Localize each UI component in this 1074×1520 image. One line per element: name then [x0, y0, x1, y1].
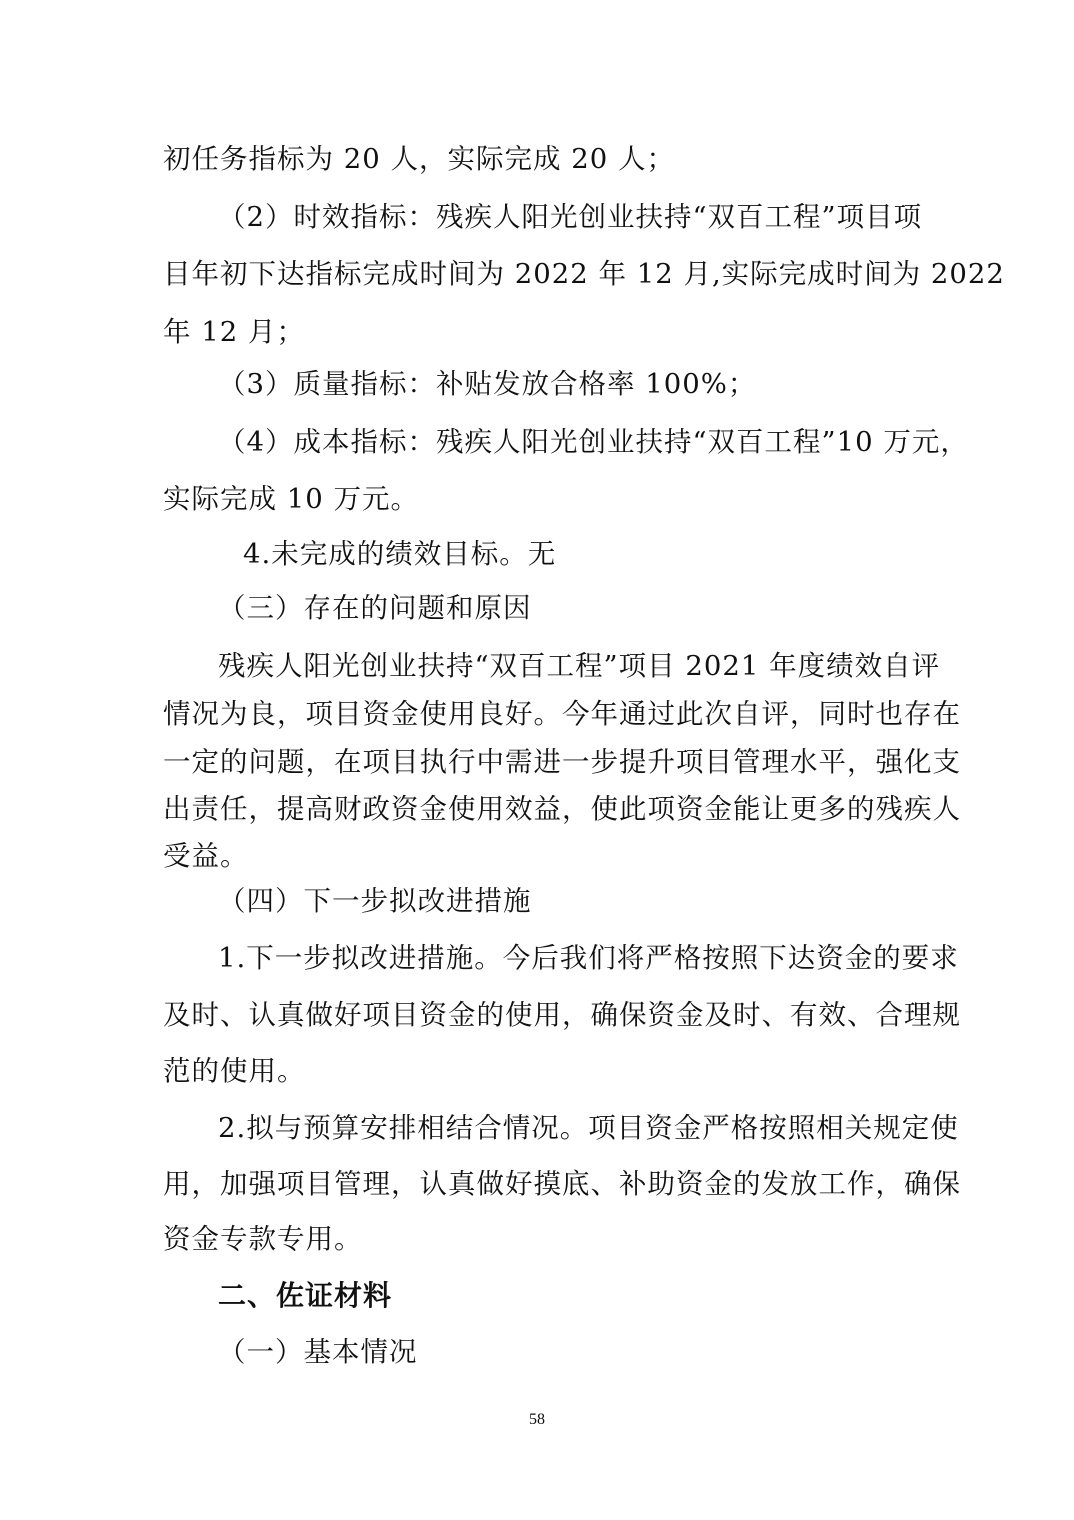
body-line: 年 12 月；: [163, 316, 305, 348]
body-line: 实际完成 10 万元。: [163, 483, 419, 515]
section-heading: （三）存在的问题和原因: [218, 592, 532, 624]
body-line: 1.下一步拟改进措施。今后我们将严格按照下达资金的要求: [218, 942, 959, 974]
body-line: 资金专款专用。: [163, 1223, 363, 1255]
body-line: 2.拟与预算安排相结合情况。项目资金严格按照相关规定使: [218, 1112, 959, 1144]
body-line: 目年初下达指标完成时间为 2022 年 12 月,实际完成时间为 2022: [163, 258, 1005, 290]
section-heading: （四）下一步拟改进措施: [218, 885, 532, 917]
body-line: 一定的问题，在项目执行中需进一步提升项目管理水平，强化支: [163, 746, 961, 778]
section-heading: （一）基本情况: [218, 1336, 418, 1368]
body-line: （2）时效指标：残疾人阳光创业扶持“双百工程”项目项: [218, 201, 923, 233]
body-line: （3）质量指标：补贴发放合格率 100%；: [218, 368, 757, 400]
body-line: 出责任，提高财政资金使用效益，使此项资金能让更多的残疾人: [163, 793, 961, 825]
body-line: 残疾人阳光创业扶持“双百工程”项目 2021 年度绩效自评: [218, 650, 941, 682]
chapter-heading: 二、佐证材料: [218, 1279, 393, 1312]
body-line: 受益。: [163, 840, 249, 872]
body-line: 情况为良，项目资金使用良好。今年通过此次自评，同时也存在: [163, 698, 961, 730]
body-line: 范的使用。: [163, 1055, 306, 1087]
body-line: 初任务指标为 20 人，实际完成 20 人；: [163, 143, 675, 175]
page-number: 58: [529, 1411, 545, 1428]
body-line: 4.未完成的绩效目标。无: [243, 538, 557, 570]
body-line: （4）成本指标：残疾人阳光创业扶持“双百工程”10 万元，: [218, 426, 969, 458]
body-line: 及时、认真做好项目资金的使用，确保资金及时、有效、合理规: [163, 999, 961, 1031]
body-line: 用，加强项目管理，认真做好摸底、补助资金的发放工作，确保: [163, 1168, 961, 1200]
